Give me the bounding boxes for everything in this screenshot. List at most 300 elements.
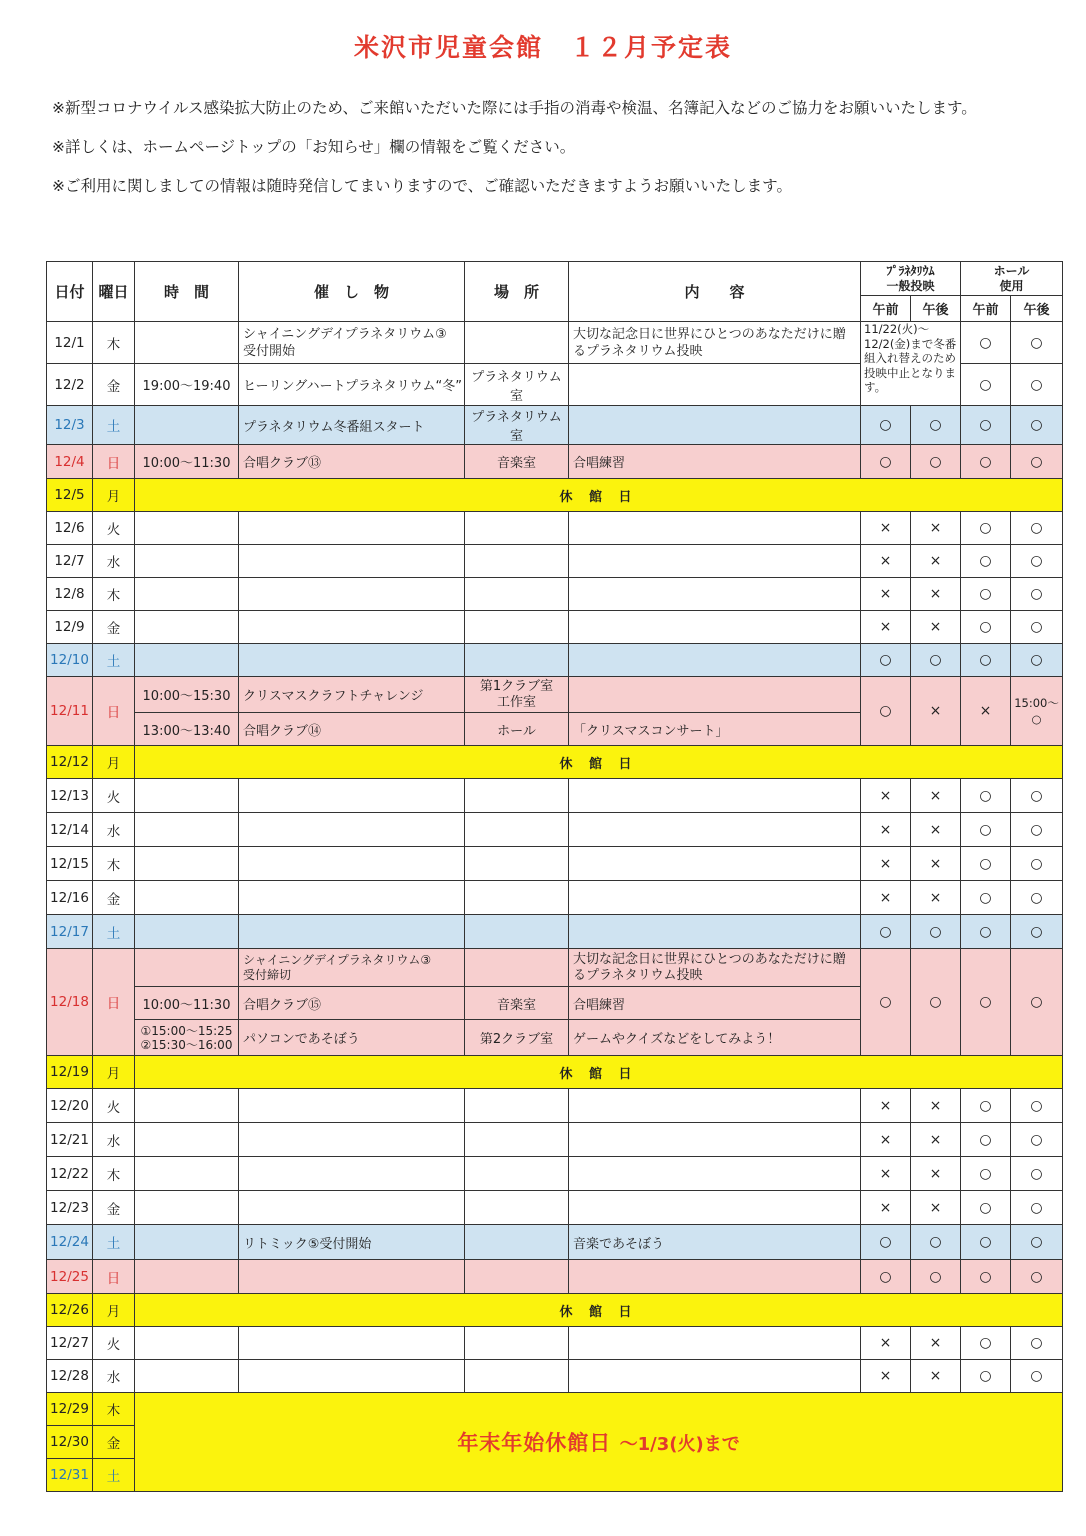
table-row (47, 813, 1063, 847)
time-cell (135, 1191, 239, 1225)
planetarium-pm-cell: × (911, 1089, 961, 1123)
content-cell: 大切な記念日に世界にひとつのあなただけに贈るプラネタリウム投映 (569, 949, 861, 987)
place-cell (465, 847, 569, 881)
hall-am-cell: ○ (961, 445, 1011, 479)
event-cell: 合唱クラブ⑭ (239, 713, 465, 746)
content-cell: 「クリスマスコンサート」 (569, 713, 861, 746)
notice-list (52, 98, 1052, 215)
table-row (47, 578, 1063, 611)
planetarium-am-cell: ○ (861, 1260, 911, 1294)
table-row (47, 847, 1063, 881)
closed-label: 休 館 日 (135, 1056, 1063, 1089)
event-cell: シャイニングデイプラネタリウム③ 受付締切 (239, 949, 465, 987)
dow-cell: 火 (93, 512, 135, 545)
dow-cell: 月 (93, 1294, 135, 1327)
place-cell (465, 578, 569, 611)
hall-am-cell: ○ (961, 813, 1011, 847)
dow-cell: 日 (93, 677, 135, 746)
planetarium-pm-cell: ○ (911, 445, 961, 479)
hall-am-cell: ○ (961, 1225, 1011, 1260)
date-cell: 12/4 (47, 445, 93, 479)
event-cell (239, 1123, 465, 1157)
place-cell (465, 1360, 569, 1393)
hall-am-cell: ○ (961, 644, 1011, 677)
content-cell (569, 406, 861, 445)
dow-cell: 木 (93, 322, 135, 364)
place-cell (465, 322, 569, 364)
table-row (47, 644, 1063, 677)
planetarium-pm-cell: × (911, 578, 961, 611)
table-row (47, 915, 1063, 949)
planetarium-pm-cell: × (911, 545, 961, 578)
planetarium-am-cell: × (861, 1327, 911, 1360)
date-cell: 12/2 (47, 364, 93, 406)
place-cell (465, 915, 569, 949)
table-row (47, 746, 1063, 779)
event-cell: リトミック⑤受付開始 (239, 1225, 465, 1260)
hall-pm-cell: ○ (1011, 1225, 1063, 1260)
header-hall: ホール 使用 (961, 262, 1063, 296)
planetarium-pm-cell: × (911, 677, 961, 746)
time-cell (135, 1327, 239, 1360)
date-cell: 12/7 (47, 545, 93, 578)
content-cell (569, 1327, 861, 1360)
hall-pm-cell: ○ (1011, 578, 1063, 611)
date-cell: 12/24 (47, 1225, 93, 1260)
planetarium-am-cell: × (861, 611, 911, 644)
time-cell: 10:00～11:30 (135, 445, 239, 479)
dow-cell: 土 (93, 915, 135, 949)
date-cell: 12/12 (47, 746, 93, 779)
time-cell (135, 813, 239, 847)
table-row (47, 677, 1063, 713)
date-cell: 12/21 (47, 1123, 93, 1157)
dow-cell: 木 (93, 847, 135, 881)
date-cell: 12/10 (47, 644, 93, 677)
planetarium-am-cell: ○ (861, 445, 911, 479)
dow-cell: 金 (93, 611, 135, 644)
content-cell (569, 1191, 861, 1225)
event-cell (239, 813, 465, 847)
content-cell (569, 1157, 861, 1191)
date-cell: 12/25 (47, 1260, 93, 1294)
event-cell (239, 1360, 465, 1393)
event-cell (239, 1089, 465, 1123)
table-row (47, 1191, 1063, 1225)
table-row (47, 322, 1063, 364)
dow-cell: 木 (93, 1393, 135, 1426)
planetarium-pm-cell: × (911, 813, 961, 847)
header-planetarium-pm: 午後 (911, 296, 961, 322)
content-cell (569, 915, 861, 949)
dow-cell: 土 (93, 1459, 135, 1492)
date-cell: 12/18 (47, 949, 93, 1056)
table-row (47, 611, 1063, 644)
date-cell: 12/31 (47, 1459, 93, 1492)
hall-pm-cell: ○ (1011, 915, 1063, 949)
planetarium-pm-cell: × (911, 1360, 961, 1393)
place-cell (465, 949, 569, 987)
place-cell (465, 779, 569, 813)
event-cell (239, 512, 465, 545)
table-row (47, 1327, 1063, 1360)
content-cell: 大切な記念日に世界にひとつのあなただけに贈るプラネタリウム投映 (569, 322, 861, 364)
dow-cell: 火 (93, 779, 135, 813)
dow-cell: 火 (93, 1327, 135, 1360)
hall-pm-cell: ○ (1011, 949, 1063, 1056)
hall-am-cell: ○ (961, 1089, 1011, 1123)
closed-label: 休 館 日 (135, 746, 1063, 779)
hall-pm-cell: ○ (1011, 406, 1063, 445)
event-cell (239, 1191, 465, 1225)
planetarium-pm-cell: ○ (911, 644, 961, 677)
header-planetarium-am: 午前 (861, 296, 911, 322)
header-event: 催 し 物 (239, 262, 465, 322)
year-end-closure-title: 年末年始休館日 (457, 1431, 612, 1455)
table-row (47, 445, 1063, 479)
event-cell (239, 881, 465, 915)
place-cell (465, 1225, 569, 1260)
hall-pm-cell: ○ (1011, 512, 1063, 545)
date-cell: 12/1 (47, 322, 93, 364)
hall-pm-cell: ○ (1011, 364, 1063, 406)
event-cell (239, 1157, 465, 1191)
time-cell (135, 512, 239, 545)
planetarium-am-cell: ○ (861, 406, 911, 445)
content-cell (569, 1123, 861, 1157)
hall-am-cell: ○ (961, 322, 1011, 364)
content-cell (569, 1360, 861, 1393)
planetarium-am-cell: × (861, 1191, 911, 1225)
place-cell (465, 1157, 569, 1191)
closed-label: 休 館 日 (135, 479, 1063, 512)
hall-pm-cell: ○ (1011, 644, 1063, 677)
content-cell (569, 779, 861, 813)
planetarium-pm-cell: × (911, 847, 961, 881)
hall-pm-cell: ○ (1011, 1089, 1063, 1123)
time-cell: 10:00～11:30 (135, 987, 239, 1020)
content-cell (569, 847, 861, 881)
dow-cell: 金 (93, 881, 135, 915)
date-cell: 12/16 (47, 881, 93, 915)
place-cell (465, 644, 569, 677)
date-cell: 12/20 (47, 1089, 93, 1123)
hall-am-cell: ○ (961, 364, 1011, 406)
hall-pm-cell: ○ (1011, 1157, 1063, 1191)
event-cell (239, 1260, 465, 1294)
date-cell: 12/27 (47, 1327, 93, 1360)
hall-am-cell: ○ (961, 949, 1011, 1056)
event-cell: プラネタリウム冬番組スタート (239, 406, 465, 445)
date-cell: 12/15 (47, 847, 93, 881)
date-cell: 12/28 (47, 1360, 93, 1393)
time-cell (135, 881, 239, 915)
hall-am-cell: ○ (961, 611, 1011, 644)
dow-cell: 月 (93, 746, 135, 779)
hall-pm-cell: ○ (1011, 1260, 1063, 1294)
hall-pm-cell: ○ (1011, 1123, 1063, 1157)
hall-pm-cell: ○ (1011, 322, 1063, 364)
content-cell (569, 881, 861, 915)
date-cell: 12/6 (47, 512, 93, 545)
hall-pm-cell: ○ (1011, 779, 1063, 813)
time-cell: 19:00～19:40 (135, 364, 239, 406)
content-cell (569, 1260, 861, 1294)
dow-cell: 金 (93, 364, 135, 406)
planetarium-am-cell: × (861, 881, 911, 915)
event-cell (239, 611, 465, 644)
planetarium-pm-cell: × (911, 1123, 961, 1157)
event-cell (239, 545, 465, 578)
dow-cell: 水 (93, 813, 135, 847)
time-cell (135, 545, 239, 578)
place-cell (465, 611, 569, 644)
dow-cell: 月 (93, 1056, 135, 1089)
dow-cell: 水 (93, 1360, 135, 1393)
hall-pm-cell: 15:00～ ○ (1011, 677, 1063, 746)
planetarium-pm-cell: × (911, 611, 961, 644)
content-cell (569, 545, 861, 578)
content-cell (569, 578, 861, 611)
time-cell (135, 847, 239, 881)
table-row (47, 1056, 1063, 1089)
hall-pm-cell: ○ (1011, 611, 1063, 644)
page-title: 米沢市児童会館 １２月予定表 (353, 33, 732, 62)
table-row (47, 479, 1063, 512)
hall-pm-cell: ○ (1011, 847, 1063, 881)
content-cell: 合唱練習 (569, 987, 861, 1020)
hall-am-cell: ○ (961, 1157, 1011, 1191)
planetarium-am-cell: ○ (861, 949, 911, 1056)
planetarium-am-cell: × (861, 779, 911, 813)
date-cell: 12/11 (47, 677, 93, 746)
time-cell (135, 1089, 239, 1123)
date-cell: 12/13 (47, 779, 93, 813)
dow-cell: 火 (93, 1089, 135, 1123)
time-cell (135, 1123, 239, 1157)
dow-cell: 月 (93, 479, 135, 512)
hall-pm-cell: ○ (1011, 813, 1063, 847)
planetarium-pm-cell: × (911, 1327, 961, 1360)
hall-pm-cell: ○ (1011, 1327, 1063, 1360)
table-row (47, 545, 1063, 578)
planetarium-am-cell: × (861, 545, 911, 578)
hall-am-cell: ○ (961, 915, 1011, 949)
planetarium-am-cell: × (861, 512, 911, 545)
header-date: 日付 (47, 262, 93, 322)
hall-pm-cell: ○ (1011, 1360, 1063, 1393)
date-cell: 12/29 (47, 1393, 93, 1426)
hall-am-cell: ○ (961, 1327, 1011, 1360)
planetarium-pm-cell: ○ (911, 1225, 961, 1260)
hall-pm-cell: ○ (1011, 881, 1063, 915)
date-cell: 12/23 (47, 1191, 93, 1225)
year-end-closure-until: ～1/3(火)まで (619, 1434, 740, 1455)
event-cell: 合唱クラブ⑮ (239, 987, 465, 1020)
planetarium-am-cell: ○ (861, 644, 911, 677)
planetarium-pm-cell: ○ (911, 406, 961, 445)
hall-am-cell: × (961, 677, 1011, 746)
hall-am-cell: ○ (961, 779, 1011, 813)
dow-cell: 木 (93, 578, 135, 611)
hall-pm-cell: ○ (1011, 445, 1063, 479)
dow-cell: 土 (93, 1225, 135, 1260)
dow-cell: 日 (93, 445, 135, 479)
hall-am-cell: ○ (961, 545, 1011, 578)
hall-am-cell: ○ (961, 1123, 1011, 1157)
time-cell (135, 322, 239, 364)
time-cell (135, 644, 239, 677)
place-cell (465, 545, 569, 578)
content-cell (569, 644, 861, 677)
time-cell: 10:00～15:30 (135, 677, 239, 713)
planetarium-am-cell: × (861, 1089, 911, 1123)
content-cell (569, 364, 861, 406)
hall-am-cell: ○ (961, 881, 1011, 915)
table-row (47, 406, 1063, 445)
event-cell (239, 779, 465, 813)
place-cell (465, 1123, 569, 1157)
content-cell (569, 611, 861, 644)
time-cell (135, 578, 239, 611)
dow-cell: 水 (93, 1123, 135, 1157)
content-cell (569, 1089, 861, 1123)
notice-updates: ※ご利用に関しましての情報は随時発信してまいりますので、ご確認いただきますようお願いいたします。 (52, 177, 792, 195)
dow-cell: 土 (93, 406, 135, 445)
hall-am-cell: ○ (961, 1360, 1011, 1393)
date-cell: 12/26 (47, 1294, 93, 1327)
place-cell: 音楽室 (465, 445, 569, 479)
date-cell: 12/22 (47, 1157, 93, 1191)
content-cell: 合唱練習 (569, 445, 861, 479)
table-row (47, 1157, 1063, 1191)
planetarium-am-cell: × (861, 1123, 911, 1157)
place-cell: 第2クラブ室 (465, 1020, 569, 1056)
content-cell: ゲームやクイズなどをしてみよう！ (569, 1020, 861, 1056)
place-cell (465, 1327, 569, 1360)
place-cell (465, 813, 569, 847)
notice-homepage: ※詳しくは、ホームページトップの「お知らせ」欄の情報をご覧ください。 (52, 138, 576, 156)
dow-cell: 木 (93, 1157, 135, 1191)
time-cell (135, 1157, 239, 1191)
planetarium-pm-cell: ○ (911, 949, 961, 1056)
header-planetarium: ﾌﾟﾗﾈﾀﾘｳﾑ 一般投映 (861, 262, 961, 296)
planetarium-am-cell: × (861, 847, 911, 881)
content-cell (569, 813, 861, 847)
event-cell (239, 847, 465, 881)
planetarium-am-cell: × (861, 578, 911, 611)
place-cell (465, 512, 569, 545)
table-row (47, 779, 1063, 813)
hall-am-cell: ○ (961, 847, 1011, 881)
planetarium-pm-cell: ○ (911, 915, 961, 949)
header-hall-am: 午前 (961, 296, 1011, 322)
table-row (47, 1260, 1063, 1294)
time-cell (135, 915, 239, 949)
dow-cell: 金 (93, 1191, 135, 1225)
planetarium-pm-cell: × (911, 1191, 961, 1225)
planetarium-am-cell: × (861, 813, 911, 847)
time-cell (135, 406, 239, 445)
planetarium-pm-cell: × (911, 779, 961, 813)
dow-cell: 日 (93, 1260, 135, 1294)
table-row (47, 1360, 1063, 1393)
dow-cell: 金 (93, 1426, 135, 1459)
place-cell: ホール (465, 713, 569, 746)
planetarium-pm-cell: × (911, 512, 961, 545)
place-cell (465, 1191, 569, 1225)
event-cell: パソコンであそぼう (239, 1020, 465, 1056)
hall-am-cell: ○ (961, 1260, 1011, 1294)
header-dow: 曜日 (93, 262, 135, 322)
place-cell: 第1クラブ室 工作室 (465, 677, 569, 713)
time-cell: ①15:00～15:25 ②15:30～16:00 (135, 1020, 239, 1056)
content-cell (569, 677, 861, 713)
closed-label: 休 館 日 (135, 1294, 1063, 1327)
header-hall-pm: 午後 (1011, 296, 1063, 322)
event-cell: クリスマスクラフトチャレンジ (239, 677, 465, 713)
date-cell: 12/8 (47, 578, 93, 611)
planetarium-am-cell: ○ (861, 677, 911, 746)
hall-am-cell: ○ (961, 512, 1011, 545)
planetarium-am-cell: × (861, 1157, 911, 1191)
table-row (47, 1123, 1063, 1157)
schedule-table (46, 261, 1063, 1492)
header-place: 場 所 (465, 262, 569, 322)
event-cell (239, 1327, 465, 1360)
place-cell (465, 1089, 569, 1123)
time-cell (135, 949, 239, 987)
notice-covid: ※新型コロナウイルス感染拡大防止のため、ご来館いただいた際には手指の消毒や検温、名簿記入などのご協力をお願いいたします。 (52, 99, 977, 117)
place-cell (465, 1260, 569, 1294)
time-cell (135, 779, 239, 813)
hall-am-cell: ○ (961, 406, 1011, 445)
dow-cell: 水 (93, 545, 135, 578)
time-cell (135, 1260, 239, 1294)
table-row (47, 1225, 1063, 1260)
planetarium-note: 11/22(火)～12/2(金)まで冬番組入れ替えのため投映中止となります。 (861, 322, 961, 406)
place-cell: プラネタリウム室 (465, 406, 569, 445)
header-content: 内 容 (569, 262, 861, 322)
event-cell: 合唱クラブ⑬ (239, 445, 465, 479)
hall-am-cell: ○ (961, 1191, 1011, 1225)
year-end-closure-label (135, 1393, 1063, 1492)
place-cell (465, 881, 569, 915)
event-cell (239, 578, 465, 611)
time-cell (135, 1360, 239, 1393)
table-row (47, 512, 1063, 545)
table-row (47, 949, 1063, 987)
event-cell: ヒーリングハートプラネタリウム“冬” (239, 364, 465, 406)
event-cell (239, 915, 465, 949)
date-cell: 12/30 (47, 1426, 93, 1459)
content-cell (569, 512, 861, 545)
event-cell (239, 644, 465, 677)
planetarium-pm-cell: × (911, 1157, 961, 1191)
date-cell: 12/9 (47, 611, 93, 644)
dow-cell: 土 (93, 644, 135, 677)
hall-am-cell: ○ (961, 578, 1011, 611)
table-row (47, 1294, 1063, 1327)
header-time: 時 間 (135, 262, 239, 322)
planetarium-am-cell: ○ (861, 915, 911, 949)
time-cell (135, 611, 239, 644)
time-cell (135, 1225, 239, 1260)
date-cell: 12/19 (47, 1056, 93, 1089)
table-row (47, 1393, 1063, 1426)
hall-pm-cell: ○ (1011, 1191, 1063, 1225)
hall-pm-cell: ○ (1011, 545, 1063, 578)
